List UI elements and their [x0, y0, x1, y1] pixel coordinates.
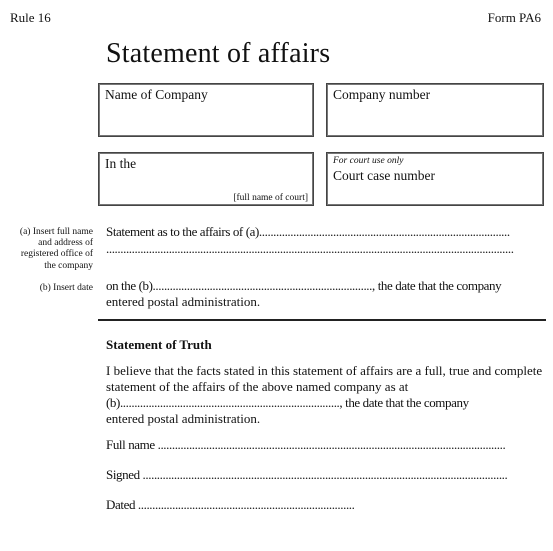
margin-note-line: the company	[44, 260, 93, 271]
truth-paragraph-line-4: entered postal administration.	[106, 411, 261, 426]
company-number-label: Company number	[333, 87, 431, 102]
page-title: Statement of affairs	[106, 38, 331, 69]
statement-line-4: entered postal administration.	[106, 294, 261, 309]
rule-number: Rule 16	[10, 10, 51, 25]
form-number: Form PA6	[487, 10, 541, 25]
truth-paragraph-line-1: I believe that the facts stated in this statement of affairs are a full, true and complete	[106, 363, 543, 378]
full-name-field[interactable]: Full name ..........................................................................................................................	[106, 437, 506, 452]
section-divider	[98, 319, 546, 321]
signed-field[interactable]: Signed ................................................................................................................................	[106, 467, 508, 482]
truth-date-line[interactable]: (b)............................................................................., the date that the company	[106, 395, 469, 410]
dated-field[interactable]: Dated ............................................................................	[106, 497, 355, 512]
truth-paragraph-line-2: statement of the affairs of the above named company as at	[106, 379, 409, 394]
statement-of-truth-heading: Statement of Truth	[106, 337, 212, 352]
full-name-of-court-label: [full name of court]	[233, 193, 308, 203]
margin-note-line: registered office of	[20, 249, 93, 260]
court-use-only-label: For court use only	[333, 156, 404, 166]
statement-line-3[interactable]: on the (b)............................................................................., the date that the company	[106, 278, 502, 293]
statement-line-1[interactable]: Statement as to the affairs of (a)........................................................................................	[106, 224, 510, 239]
statement-line-2[interactable]: ...............................................................................................................................................	[106, 241, 514, 256]
court-case-box[interactable]	[326, 152, 544, 206]
margin-note-a	[0, 227, 93, 272]
margin-note-b: (b) Insert date	[39, 283, 93, 293]
court-case-number-label: Court case number	[333, 168, 435, 183]
in-the-label: In the	[105, 156, 137, 171]
court-box[interactable]	[98, 152, 314, 206]
margin-note-line: and address of	[38, 238, 93, 249]
company-name-label: Name of Company	[105, 87, 208, 102]
margin-note-line: (a) Insert full name	[19, 227, 93, 237]
company-number-box[interactable]	[326, 83, 544, 137]
company-name-box[interactable]	[98, 83, 314, 137]
